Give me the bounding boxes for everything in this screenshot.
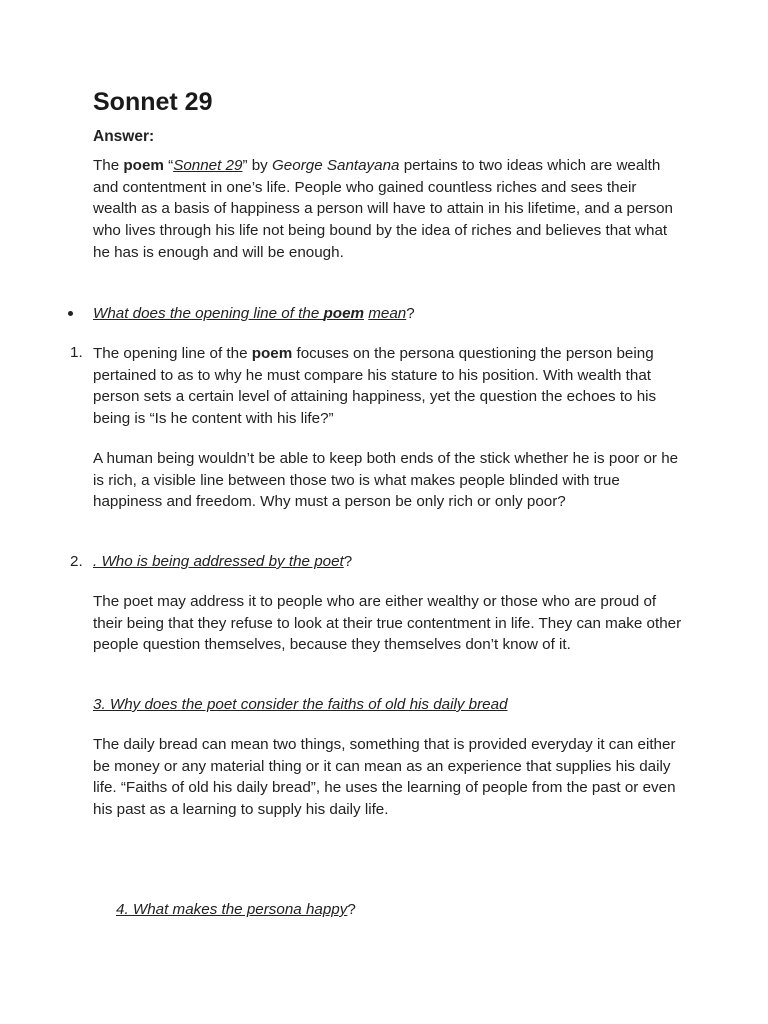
item1-paragraph-2: A human being wouldn’t be able to keep both ends of the stick whether he is poor or he is rich, a visible line between those two is what makes people blinded with true happiness and freedom. Why must a person be only rich or only poor? xyxy=(93,450,679,511)
intro-poem-word: poem xyxy=(123,157,164,174)
intro-author: George Santayana xyxy=(271,157,400,174)
list-marker-1: 1. xyxy=(70,344,83,361)
item1-answer xyxy=(93,343,683,430)
item2-question xyxy=(93,552,352,572)
item3-question xyxy=(93,695,508,715)
intro-text-1: The xyxy=(93,157,124,174)
intro-text-2: “ xyxy=(163,157,174,174)
item4-question-mark: ? xyxy=(347,901,356,918)
bullet-marker xyxy=(68,311,73,316)
item4-question xyxy=(116,900,356,920)
answer-label: Answer: xyxy=(93,128,155,145)
item4-question-text: 4. What makes the persona happy xyxy=(116,901,348,918)
bullet-question-end: ? xyxy=(406,305,415,322)
bullet-question xyxy=(93,304,415,324)
item1-text-1: The opening line of the xyxy=(93,345,252,362)
intro-paragraph xyxy=(93,155,683,264)
item1-poem-word: poem xyxy=(251,345,293,362)
item2-question-text: . Who is being addressed by the poet xyxy=(93,553,344,570)
list-marker-2: 2. xyxy=(70,553,83,570)
bullet-question-bold: poem xyxy=(323,305,365,322)
item3-question-text: 3. Why does the poet consider the faiths of old his daily bread xyxy=(93,696,508,713)
item3-answer: The daily bread can mean two things, something that is provided everyday it can either be money or any material thing or it can mean as an experience that supplies his daily life. “Faiths of old his daily bread”, he uses the learning of people from the past or even his past as a learning to supply his daily life. xyxy=(93,736,676,819)
intro-text-4: pertains to two ideas which are wealth and contentment in one’s life. People who gained countless riches and sees their wealth as a basis of happiness a person will have to attain in his lifetime, and a person who lives through his life not being bound by the idea of riches and believes that what he has is enough and will be enough. xyxy=(93,157,673,261)
bullet-question-text: What does the opening line of the xyxy=(93,305,324,322)
intro-poem-title: Sonnet 29 xyxy=(173,157,243,174)
bullet-question-after: mean xyxy=(368,305,407,322)
item2-question-mark: ? xyxy=(343,553,353,570)
page-title: Sonnet 29 xyxy=(93,88,213,116)
item1-text-2: focuses on the persona questioning the person being pertained to as to why he must compare his stature to his position. With wealth that person sets a certain level of attaining happiness, yet the question the echoes to his being is “Is he content with his life?” xyxy=(93,345,657,428)
intro-text-3: ” by xyxy=(242,157,272,174)
item2-answer: The poet may address it to people who are either wealthy or those who are proud of their being that they refuse to look at their true contentment in life. They can make other people question themselves, because they themselves don’t know of it. xyxy=(93,593,682,654)
